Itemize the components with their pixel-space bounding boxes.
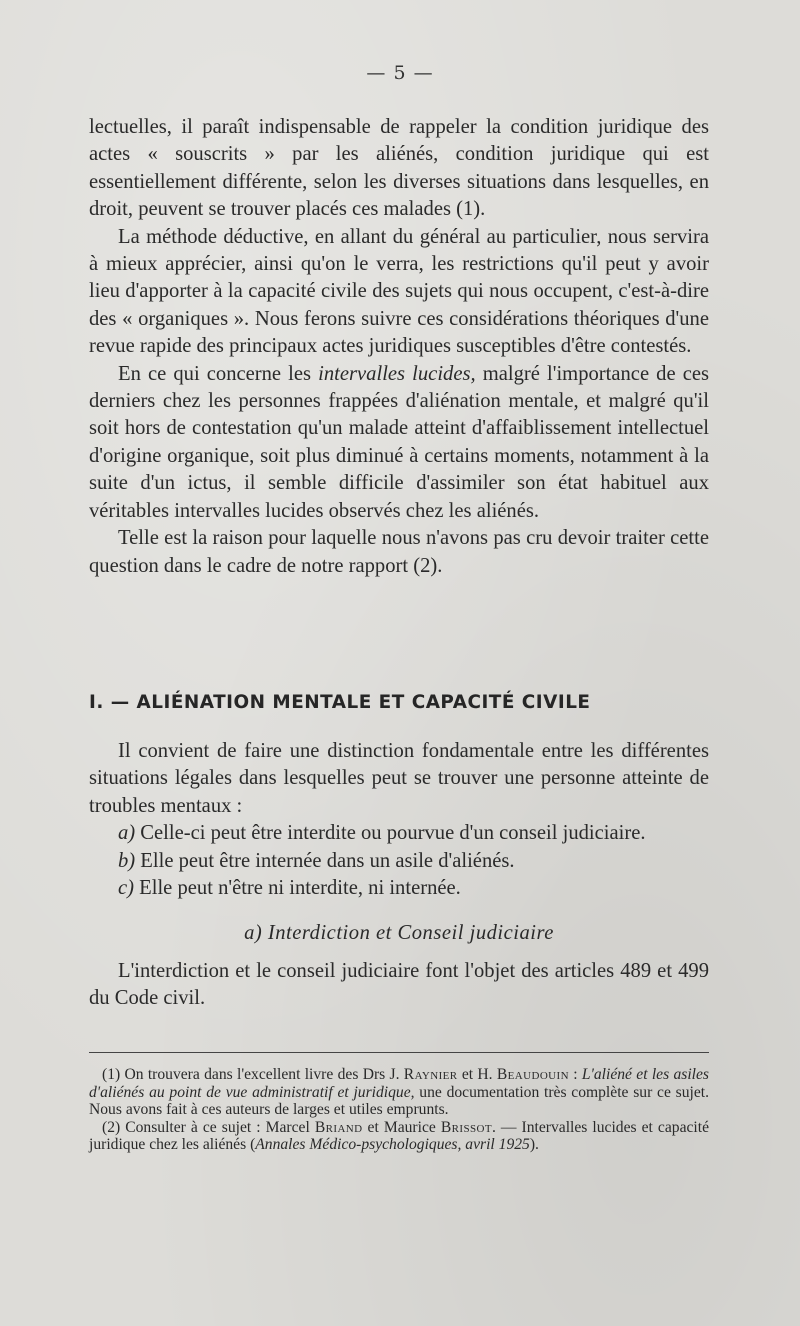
paragraph-reason: Telle est la raison pour laquelle nous n'avons pas cru devoir traiter cette question dans le cadre de notre rapport (2).	[89, 527, 709, 577]
list-label: b)	[118, 849, 136, 872]
author-name: Briand	[314, 1118, 363, 1136]
section-heading: I. — ALIÉNATION MENTALE ET CAPACITÉ CIVILE	[89, 692, 591, 713]
list-label: a)	[118, 822, 136, 845]
text-fragment: :	[568, 1066, 582, 1083]
list-text: Elle peut être internée dans un asile d'aliénés.	[135, 849, 515, 872]
paragraph-distinction: Il convient de faire une distinction fondamentale entre les différentes situations légales dans lesquelles peut se trouver une personne atteinte de troubles mentaux :	[89, 740, 709, 817]
author-name: Beaudouin	[496, 1066, 569, 1083]
text-fragment: malgré l'importance de ces derniers chez les personnes frappées d'aliénation mentale, et malgré qu'il soit hors de contestation qu'un malade atteint d'affaiblissement intellectuel d'origine organique, soit plus diminué à certains moments, notamment à la suite d'un ictus, il semble difficile d'assimiler son état habituel aux véritables intervalles lucides observés chez les aliénés.	[89, 362, 710, 522]
text-fragment: . — Intervalles lucides et capacité juridique chez les aliénés (	[89, 1118, 709, 1154]
book-title: L'aliéné et les asiles d'aliénés au point de vue administratif et juridique,	[89, 1066, 709, 1101]
footnotes	[89, 1066, 709, 1154]
text-fragment: (1) On trouvera dans l'excellent livre des Drs J.	[102, 1066, 404, 1083]
text-fragment: et H.	[457, 1066, 497, 1083]
text-fragment: une documentation très complète sur ce sujet. Nous avons fait à ces auteurs de larges et utiles emprunts.	[89, 1083, 709, 1119]
paragraph-lucid-intervals	[89, 361, 709, 525]
author-name: Brissot	[440, 1118, 492, 1136]
page-number: — 5 —	[366, 62, 434, 84]
text-fragment: En ce qui concerne les	[118, 362, 319, 385]
footnote-1	[89, 1066, 709, 1119]
intro-text	[89, 114, 709, 580]
author-name: Raynier	[403, 1066, 458, 1083]
list-text: Celle-ci peut être interdite ou pourvue d'un conseil judiciaire.	[135, 822, 646, 845]
footnote-2	[89, 1119, 709, 1154]
paragraph-continuation: lectuelles, il paraît indispensable de rappeler la condition juridique des actes « souscrits » par les aliénés, condition juridique qui est essentiellement différente, selon les diverses situations dans lesquelles, en droit, peuvent se trouver placés ces malades (1).	[89, 116, 709, 221]
list-item-c	[89, 875, 709, 902]
list-item-b	[89, 848, 709, 875]
journal-title: Annales Médico-psychologiques, avril 1925	[255, 1136, 530, 1154]
list-text: Elle peut n'être ni interdite, ni internée.	[134, 877, 461, 900]
list-label: c)	[118, 877, 134, 900]
paragraph-articles: L'interdiction et le conseil judiciaire font l'objet des articles 489 et 499 du Code civil.	[89, 959, 709, 1010]
subsection-heading: a) Interdiction et Conseil judiciaire	[244, 922, 554, 945]
emphasis-intervalles-lucides: intervalles lucides,	[318, 362, 476, 385]
section-text	[89, 738, 709, 1013]
text-fragment: et Maurice	[362, 1118, 441, 1136]
paragraph-method: La méthode déductive, en allant du général au particulier, nous servira à mieux apprécier, ainsi qu'on le verra, les restrictions qu'il peut y avoir lieu d'apporter à la capacité civile des sujets qui nous occupent, c'est-à-dire des « organiques ». Nous ferons suivre ces considérations théoriques d'une revue rapide des principaux actes juridiques susceptibles d'être contestés.	[89, 225, 709, 358]
text-fragment: (2) Consulter à ce sujet : Marcel	[102, 1118, 315, 1136]
text-fragment: ).	[529, 1136, 539, 1154]
list-item-a	[89, 820, 709, 847]
footnote-divider	[89, 1052, 709, 1053]
